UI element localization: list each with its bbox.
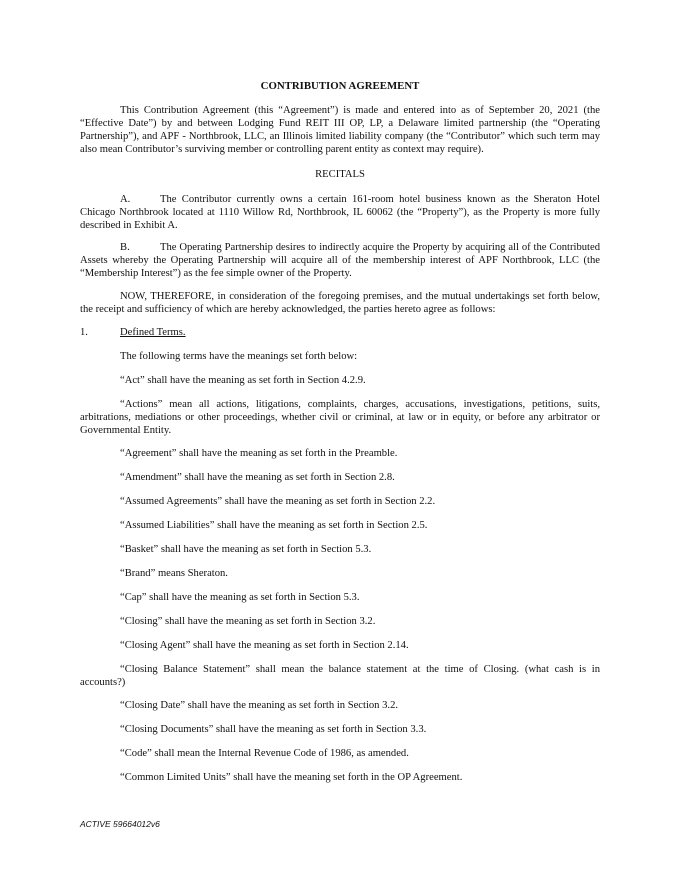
definitions-intro: The following terms have the meanings set forth below: bbox=[120, 351, 358, 362]
definition-closing-agent: “Closing Agent” shall have the meaning as set forth in Section 2.14. bbox=[120, 640, 409, 651]
definition-act: “Act” shall have the meaning as set forth in Section 4.2.9. bbox=[120, 375, 366, 386]
definition-assumed-agreements: “Assumed Agreements” shall have the meaning as set forth in Section 2.2. bbox=[120, 496, 436, 507]
definition-code: “Code” shall mean the Internal Revenue Code of 1986, as amended. bbox=[120, 748, 409, 759]
recital-b bbox=[80, 241, 600, 280]
now-therefore-paragraph: NOW, THEREFORE, in consideration of the foregoing premises, and the mutual undertakings set forth below, the receipt and sufficiency of which are hereby acknowledged, the parties hereto agree as follows: bbox=[80, 291, 600, 315]
definition-agreement: “Agreement” shall have the meaning as set forth in the Preamble. bbox=[120, 448, 398, 459]
definition-common-limited-units: “Common Limited Units” shall have the meaning set forth in the OP Agreement. bbox=[120, 772, 463, 783]
preamble-paragraph: This Contribution Agreement (this “Agreement”) is made and entered into as of September 20, 2021 (the “Effective Date”) by and between Lodging Fund REIT III OP, LP, a Delaware limited partnership (the “Operating Partnership”), and APF - Northbrook, LLC, an Illinois limited liability company (the “Contributor” which such term may also mean Contributor’s surviving member or controlling parent entity as context may require). bbox=[80, 105, 600, 155]
definition-brand: “Brand” means Sheraton. bbox=[120, 568, 228, 579]
definition-closing-date: “Closing Date” shall have the meaning as set forth in Section 3.2. bbox=[120, 700, 399, 711]
definition-basket: “Basket” shall have the meaning as set forth in Section 5.3. bbox=[120, 544, 372, 555]
recital-a bbox=[80, 193, 600, 232]
recital-b-letter: B. bbox=[120, 242, 130, 253]
definition-amendment: “Amendment” shall have the meaning as set forth in Section 2.8. bbox=[120, 472, 395, 483]
recital-a-text: The Contributor currently owns a certain 161-room hotel business known as the Sheraton Hotel Chicago Northbrook located at 1110 Willow Rd, Northbrook, IL 60062 (the “Property”), as the Property is more fully described in Exhibit A. bbox=[80, 194, 600, 231]
definition-closing: “Closing” shall have the meaning as set forth in Section 3.2. bbox=[120, 616, 376, 627]
definition-closing-balance-statement: “Closing Balance Statement” shall mean the balance statement at the time of Closing. (what cash is in accounts?) bbox=[80, 664, 600, 688]
section-1-number: 1. bbox=[80, 327, 88, 338]
recital-b-text: The Operating Partnership desires to indirectly acquire the Property by acquiring all of the Contributed Assets whereby the Operating Partnership will acquire all of the membership interest of APF Northbrook, LLC (the “Membership Interest”) as the fee simple owner of the Property. bbox=[80, 242, 600, 279]
document-title: CONTRIBUTION AGREEMENT bbox=[260, 80, 420, 92]
recital-a-letter: A. bbox=[120, 194, 131, 205]
recitals-heading: RECITALS bbox=[315, 169, 365, 180]
definition-cap: “Cap” shall have the meaning as set forth in Section 5.3. bbox=[120, 592, 360, 603]
definition-closing-documents: “Closing Documents” shall have the meaning as set forth in Section 3.3. bbox=[120, 724, 427, 735]
document-footer-id: ACTIVE 59664012v6 bbox=[80, 819, 160, 829]
definition-actions: “Actions” mean all actions, litigations, complaints, charges, accusations, investigations, petitions, suits, arbitrations, mediations or other proceedings, whether civil or criminal, at law or in equity, or before any arbitrator or Governmental Entity. bbox=[80, 399, 600, 436]
definition-assumed-liabilities: “Assumed Liabilities” shall have the meaning as set forth in Section 2.5. bbox=[120, 520, 428, 531]
section-1-heading: Defined Terms. bbox=[120, 327, 186, 338]
